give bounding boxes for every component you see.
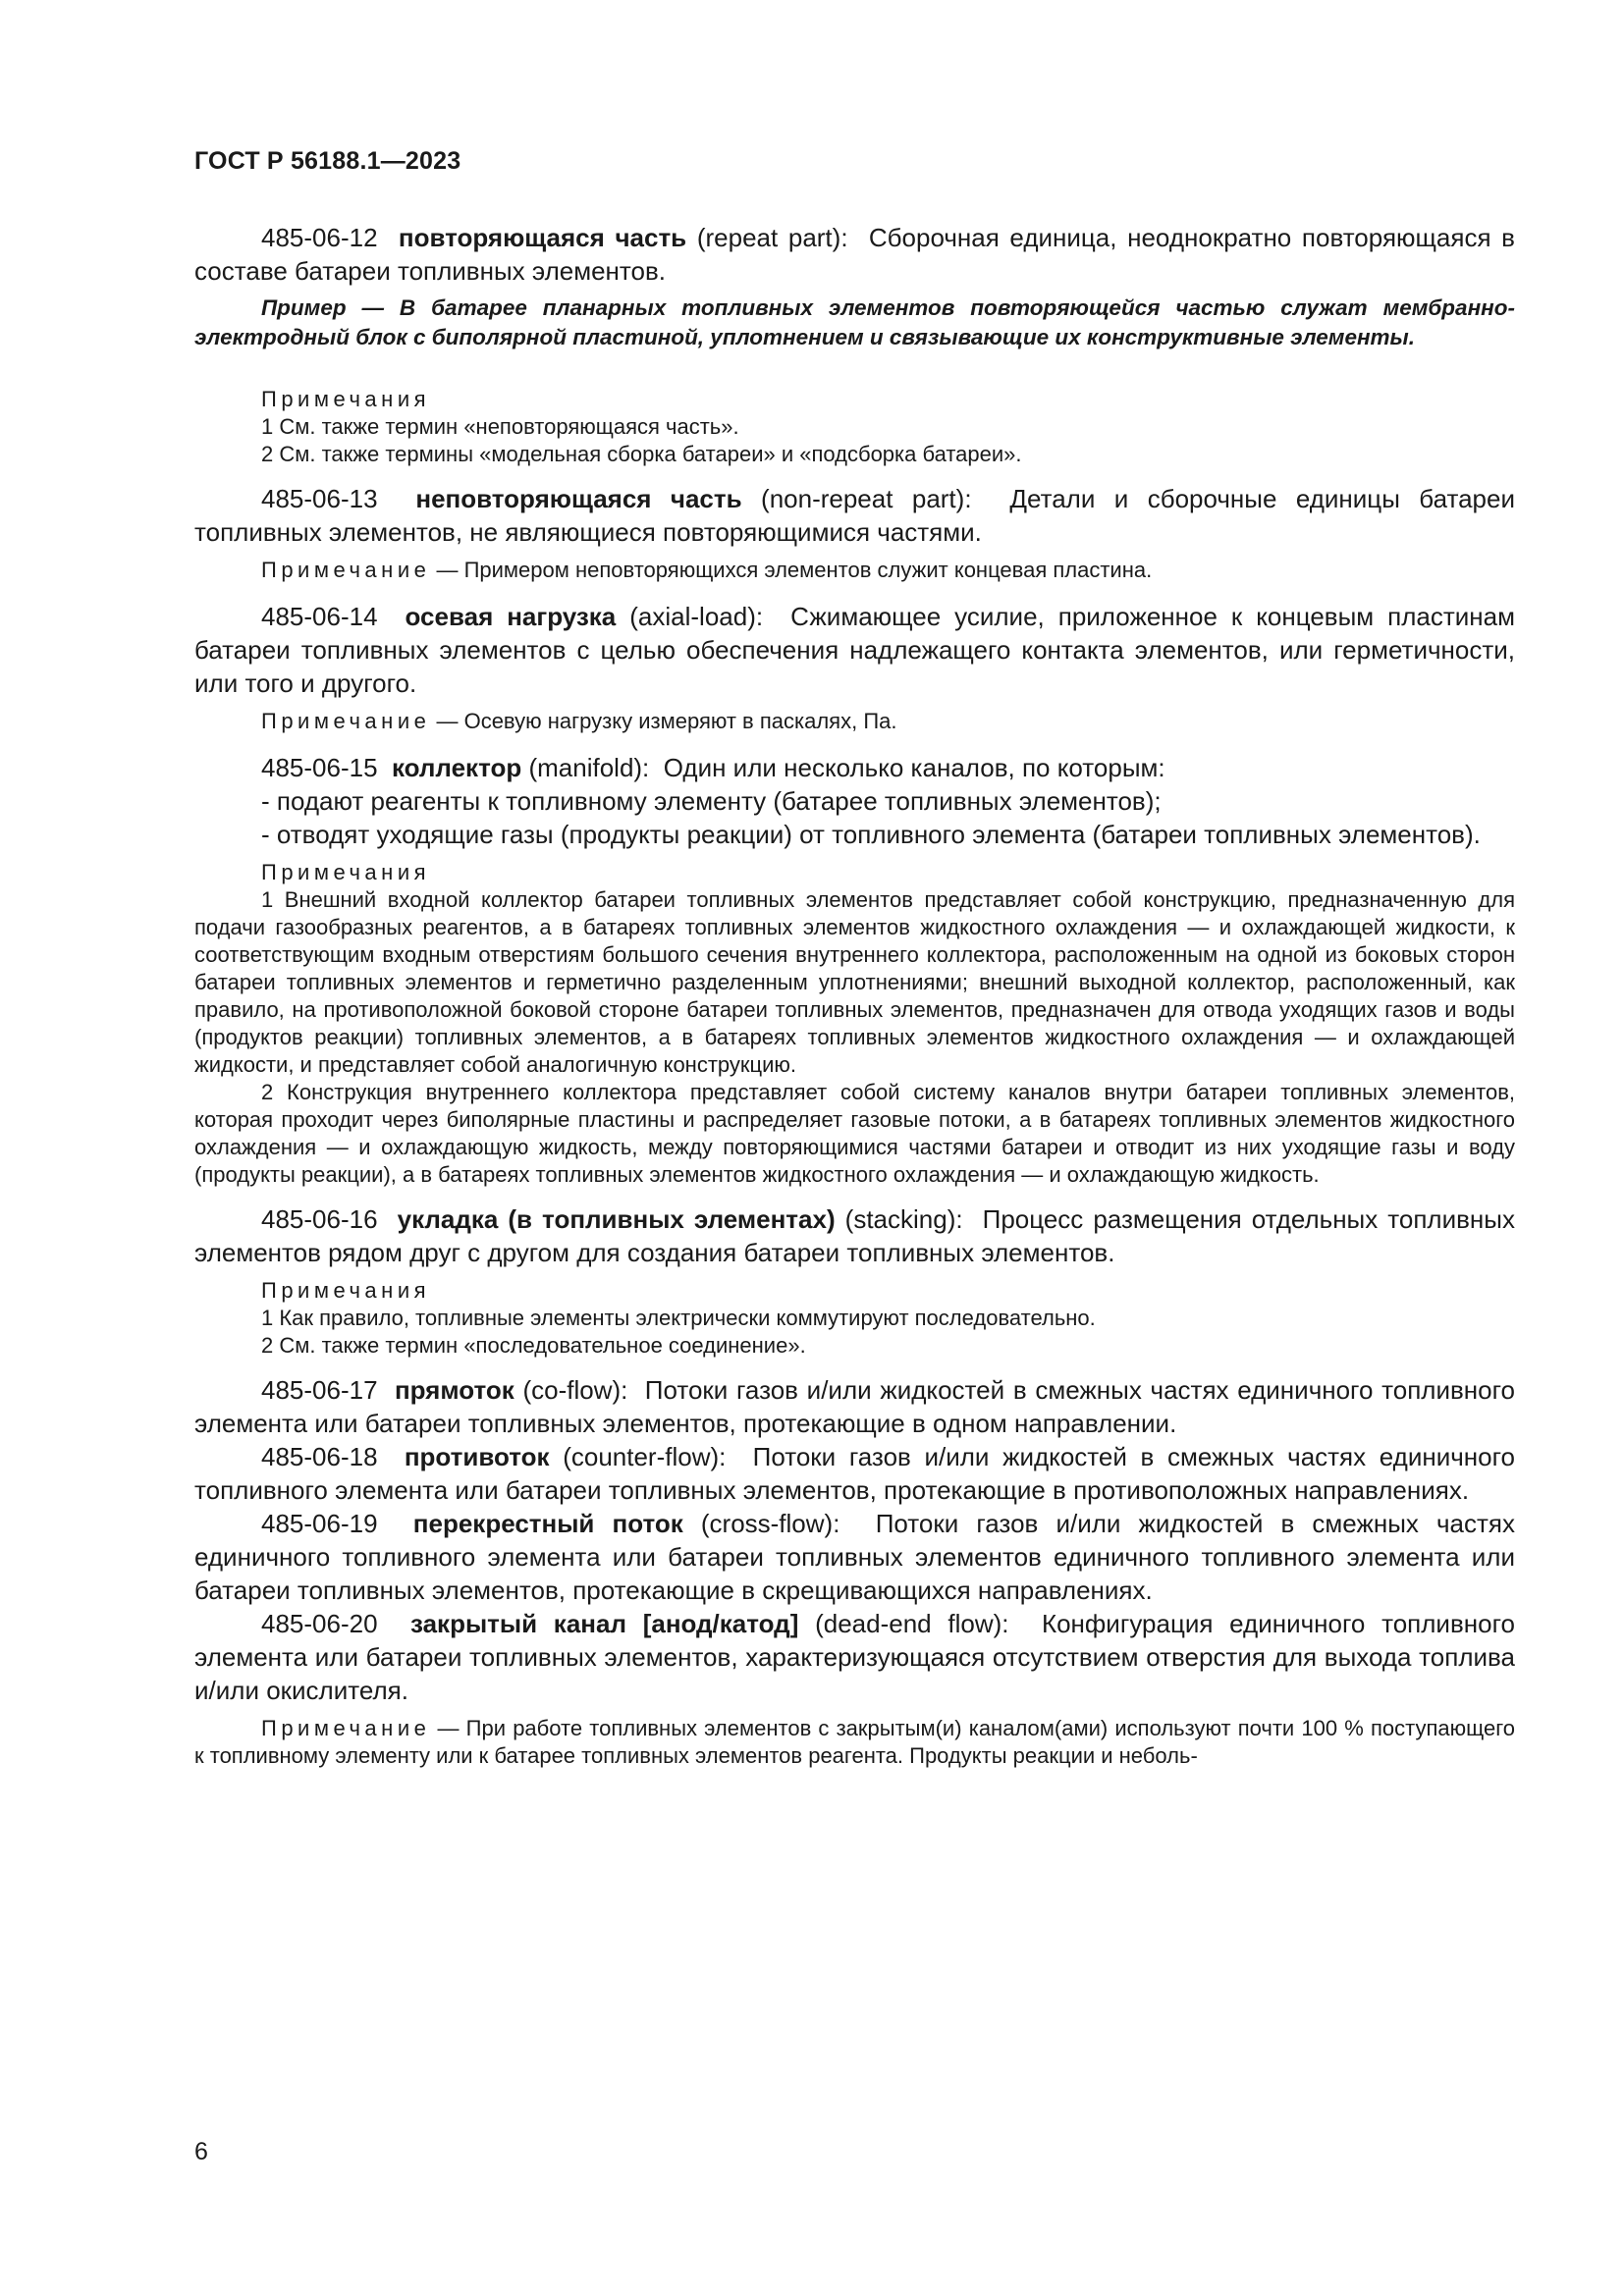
notes-block	[194, 1277, 1515, 1360]
term-entry-485-06-18	[194, 1440, 1515, 1507]
term-name: осевая нагрузка	[405, 602, 617, 631]
term-entry-485-06-20	[194, 1607, 1515, 1707]
term-entry-485-06-19	[194, 1507, 1515, 1607]
term-number: 485-06-16	[261, 1204, 378, 1234]
term-english: (stacking):	[844, 1204, 963, 1234]
term-entry-485-06-14	[194, 600, 1515, 700]
term-english: (axial-load):	[629, 602, 764, 631]
note-item: 1 Как правило, топливные элементы электрически коммутируют последовательно.	[261, 1306, 1096, 1330]
term-english: (repeat part):	[696, 223, 848, 252]
notes-block	[194, 386, 1515, 468]
note-inline	[194, 1715, 1515, 1770]
term-english: (dead-end flow):	[815, 1609, 1009, 1638]
note-inline	[194, 708, 1515, 735]
note-item: 1 Внешний входной коллектор батареи топливных элементов представляет собой конструкцию, предназначенную для подачи газообразных реагентов, а в батареях топливных элементов жидкостного охлаждения — и охлаждающей жидкости, к соответствующим входным отверстиям большого сечения внутреннего коллектора, расположенным на одной из боковых сторон батареи топливных элементов и герметично разделенным уплотнениями; внешний выходной коллектор, расположенный, как правило, на противоположной боковой стороне батареи топливных элементов, предназначен для отвода уходящих газов и воды (продуктов реакции) топливных элементов, а в батареях топливных элементов жидкостного охлаждения — и охлаждающей жидкости, и представляет собой аналогичную конструкцию.	[194, 887, 1515, 1077]
note-item: 2 См. также термины «модельная сборка батареи» и «подсборка батареи».	[261, 442, 1022, 466]
term-name: перекрестный поток	[412, 1509, 683, 1538]
term-english: (manifold):	[528, 753, 650, 782]
term-definition: Процесс размещения отдельных топливных элементов рядом друг с другом для создания батареи топливных элементов.	[194, 1204, 1515, 1267]
term-entry-485-06-16	[194, 1202, 1515, 1269]
note-item: 2 См. также термин «последовательное соединение».	[261, 1333, 806, 1358]
term-english: (co-flow):	[522, 1375, 628, 1405]
term-name: коллектор	[392, 753, 522, 782]
term-definition: Сборочная единица, неоднократно повторяющаяся в составе батареи топливных элементов.	[194, 223, 1515, 286]
notes-title: Примечания	[261, 860, 431, 884]
note-text: — Осевую нагрузку измеряют в паскалях, Па.	[436, 709, 897, 733]
term-number: 485-06-12	[261, 223, 378, 252]
document-page	[194, 147, 1515, 1786]
notes-title: Примечания	[261, 387, 431, 411]
term-entry-485-06-12	[194, 221, 1515, 288]
note-label: Примечание	[261, 709, 431, 733]
term-number: 485-06-13	[261, 484, 378, 513]
term-entry-485-06-15	[194, 751, 1515, 784]
term-example: Пример — В батарее планарных топливных элементов повторяющейся частью служат мембранно-электродный блок с биполярной пластиной, уплотнением и связывающие их конструктивные элементы.	[194, 295, 1515, 349]
term-definition: Потоки газов и/или жидкостей в смежных частях единичного топливного элемента или батареи топливных элементов единичного топливного элемента или батареи топливных элементов, протекающие в скрещивающихся направлениях.	[194, 1509, 1515, 1605]
term-definition: Потоки газов и/или жидкостей в смежных частях единичного топливного элемента или батареи топливных элементов, протекающие в противоположных направлениях.	[194, 1442, 1515, 1505]
term-number: 485-06-17	[261, 1375, 378, 1405]
note-item: 2 Конструкция внутреннего коллектора представляет собой систему каналов внутри батареи топливных элементов, которая проходит через биполярные пластины и распределяет газовые потоки, а в батареях топливных элементов жидкостного охлаждения — и охлаждающую жидкость, между повторяющимися частями батареи и отводит из них уходящие газы и воду (продукты реакции), а в батареях топливных элементов жидкостного охлаждения — и охлаждающую жидкость.	[194, 1080, 1515, 1187]
term-number: 485-06-19	[261, 1509, 378, 1538]
term-number: 485-06-20	[261, 1609, 378, 1638]
list-item: - отводят уходящие газы (продукты реакции) от топливного элемента (батареи топливных элементов).	[261, 820, 1481, 849]
notes-title: Примечания	[261, 1278, 431, 1303]
term-definition: Один или несколько каналов, по которым:	[663, 753, 1165, 782]
document-header: ГОСТ Р 56188.1—2023	[194, 147, 461, 175]
term-name: закрытый канал [анод/катод]	[410, 1609, 799, 1638]
notes-block	[194, 859, 1515, 1189]
term-entry-485-06-13	[194, 482, 1515, 549]
note-label: Примечание	[261, 1716, 431, 1740]
term-name: прямоток	[394, 1375, 514, 1405]
term-english: (non-repeat part):	[761, 484, 972, 513]
note-label: Примечание	[261, 558, 431, 582]
note-text: — При работе топливных элементов с закрытым(и) каналом(ами) используют почти 100 % поступающего к топливному элементу или к батарее топливных элементов реагента. Продукты реакции и неболь-	[194, 1716, 1515, 1768]
term-name: укладка (в топливных элементах)	[397, 1204, 836, 1234]
list-item: - подают реагенты к топливному элементу (батарее топливных элементов);	[261, 786, 1162, 816]
term-number: 485-06-14	[261, 602, 378, 631]
term-name: противоток	[404, 1442, 550, 1471]
note-item: 1 См. также термин «неповторяющаяся часть».	[261, 414, 739, 439]
term-english: (cross-flow):	[700, 1509, 840, 1538]
term-definition: Сжимающее усилие, приложенное к концевым пластинам батареи топливных элементов с целью обеспечения надлежащего контакта элементов, или герметичности, или того и другого.	[194, 602, 1515, 698]
page-number: 6	[194, 2138, 208, 2165]
term-english: (counter-flow):	[563, 1442, 727, 1471]
note-text: — Примером неповторяющихся элементов служит концевая пластина.	[436, 558, 1153, 582]
term-number: 485-06-18	[261, 1442, 378, 1471]
term-number: 485-06-15	[261, 753, 378, 782]
term-definition: Детали и сборочные единицы батареи топливных элементов, не являющиеся повторяющимися частями.	[194, 484, 1516, 547]
term-name: неповторяющаяся часть	[415, 484, 742, 513]
term-entry-485-06-17	[194, 1373, 1515, 1440]
note-inline	[194, 557, 1515, 584]
term-definition: Конфигурация единичного топливного элемента или батареи топливных элементов, характеризующаяся отсутствием отверстия для выхода топлива и/или окислителя.	[194, 1609, 1515, 1705]
term-definition: Потоки газов и/или жидкостей в смежных частях единичного топливного элемента или батареи топливных элементов, протекающие в одном направлении.	[194, 1375, 1515, 1438]
term-name: повторяющаяся часть	[398, 223, 687, 252]
